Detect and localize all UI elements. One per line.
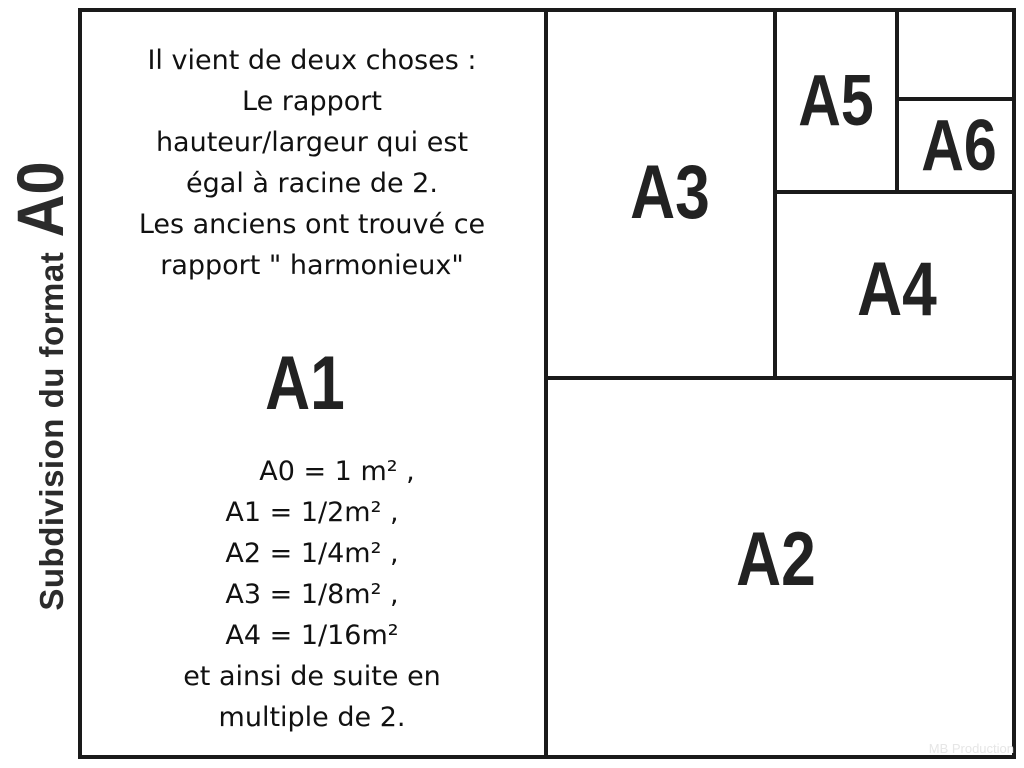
side-title-subtitle: Subdivision du format bbox=[33, 251, 70, 611]
area-line: multiple de 2. bbox=[218, 702, 406, 733]
intro-line: égal à racine de 2. bbox=[186, 168, 438, 199]
area-line: A2 = 1/4m² , bbox=[225, 538, 399, 569]
area-text bbox=[92, 451, 532, 738]
label-a4: A4 bbox=[857, 247, 937, 332]
area-line: A3 = 1/8m² , bbox=[225, 579, 399, 610]
area-line: A1 = 1/2m² , bbox=[225, 497, 399, 528]
area-line: A0 = 1 m² , bbox=[259, 456, 415, 487]
label-a6: A6 bbox=[921, 106, 997, 186]
side-title-format: A0 bbox=[3, 161, 77, 238]
area-line: A4 = 1/16m² bbox=[225, 620, 399, 651]
cell-a7 bbox=[895, 8, 1016, 101]
label-a1: A1 bbox=[265, 341, 345, 426]
label-a3: A3 bbox=[630, 150, 710, 235]
side-title bbox=[2, 157, 78, 610]
intro-line: Le rapport bbox=[242, 86, 382, 117]
area-line: et ainsi de suite en bbox=[183, 661, 441, 692]
label-a5: A5 bbox=[798, 61, 874, 141]
intro-line: Il vient de deux choses : bbox=[147, 45, 477, 76]
label-a2: A2 bbox=[736, 517, 816, 602]
intro-text bbox=[92, 40, 532, 286]
intro-line: hauteur/largeur qui est bbox=[155, 127, 469, 158]
watermark: MB Production bbox=[928, 741, 1014, 756]
intro-line: Les anciens ont trouvé ce bbox=[138, 209, 486, 240]
intro-line: rapport " harmonieux" bbox=[160, 250, 464, 281]
